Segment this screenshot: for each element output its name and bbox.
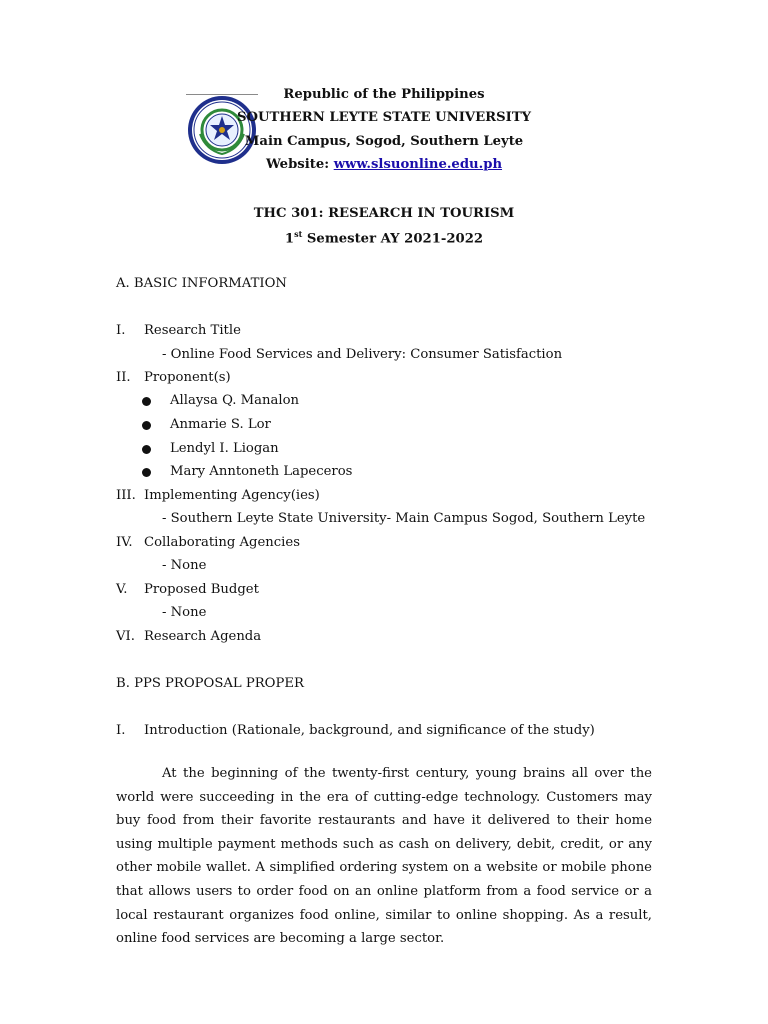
semester-superscript: st [294, 229, 303, 239]
proposed-budget-label: Proposed Budget [144, 582, 259, 597]
item-number: V. [116, 582, 128, 597]
collaborating-agencies-label: Collaborating Agencies [144, 535, 300, 550]
bullet-dot-icon [142, 468, 151, 477]
item-number: III. [116, 488, 136, 503]
collaborating-agencies-value: - None [162, 558, 207, 573]
semester-text: Semester AY 2021-2022 [302, 231, 484, 247]
item-number: I. [116, 323, 126, 338]
proposed-budget-value: - None [162, 605, 207, 620]
course-semester [0, 229, 768, 246]
item-number: I. [116, 723, 126, 738]
header-university: SOUTHERN LEYTE STATE UNIVERSITY [236, 110, 532, 125]
implementing-agency-label: Implementing Agency(ies) [144, 488, 320, 503]
header-campus: Main Campus, Sogod, Southern Leyte [244, 134, 524, 149]
proponent-name: Lendyl I. Liogan [170, 441, 279, 456]
proponent-name: Mary Anntoneth Lapeceros [170, 464, 353, 479]
section-a-heading: A. BASIC INFORMATION [116, 276, 287, 291]
bullet-dot-icon [142, 421, 151, 430]
research-title-label: Research Title [144, 323, 241, 338]
research-agenda-label: Research Agenda [144, 629, 262, 644]
bullet-dot-icon [142, 445, 151, 454]
university-seal-icon [186, 94, 258, 166]
proponent-name: Allaysa Q. Manalon [170, 393, 300, 408]
item-number: II. [116, 370, 131, 385]
header-republic: Republic of the Philippines [283, 87, 485, 102]
website-label: Website: [265, 157, 334, 172]
proponents-label: Proponent(s) [144, 370, 231, 385]
course-title: THC 301: RESEARCH IN TOURISM [253, 206, 515, 221]
bullet-dot-icon [142, 397, 151, 406]
item-number: VI. [116, 629, 135, 644]
implementing-agency-value: - Southern Leyte State University- Main Campus Sogod, Southern Leyte [162, 511, 646, 526]
introduction-paragraph: At the beginning of the twenty-first century, young brains all over the world were succeeding in the era of cutting-edge technology. Customers may buy food from their favorite restaurants and have it delivered to their home using multiple payment methods such as cash on delivery, debit, credit, or any other mobile wallet. A simplified ordering system on a website or mobile phone that allows users to order food on an online platform from a food service or a local restaurant organizes food online, similar to online shopping. As a result, online food services are becoming a large sector. [116, 766, 652, 947]
research-title-value: - Online Food Services and Delivery: Consumer Satisfaction [162, 347, 563, 362]
proponent-name: Anmarie S. Lor [170, 417, 271, 432]
header-website [0, 157, 768, 172]
introduction-heading: Introduction (Rationale, background, and significance of the study) [144, 723, 595, 738]
item-number: IV. [116, 535, 133, 550]
website-link[interactable]: www.slsuonline.edu.ph [333, 157, 503, 172]
section-b-heading: B. PPS PROPOSAL PROPER [116, 676, 304, 691]
semester-number: 1 [284, 231, 295, 247]
